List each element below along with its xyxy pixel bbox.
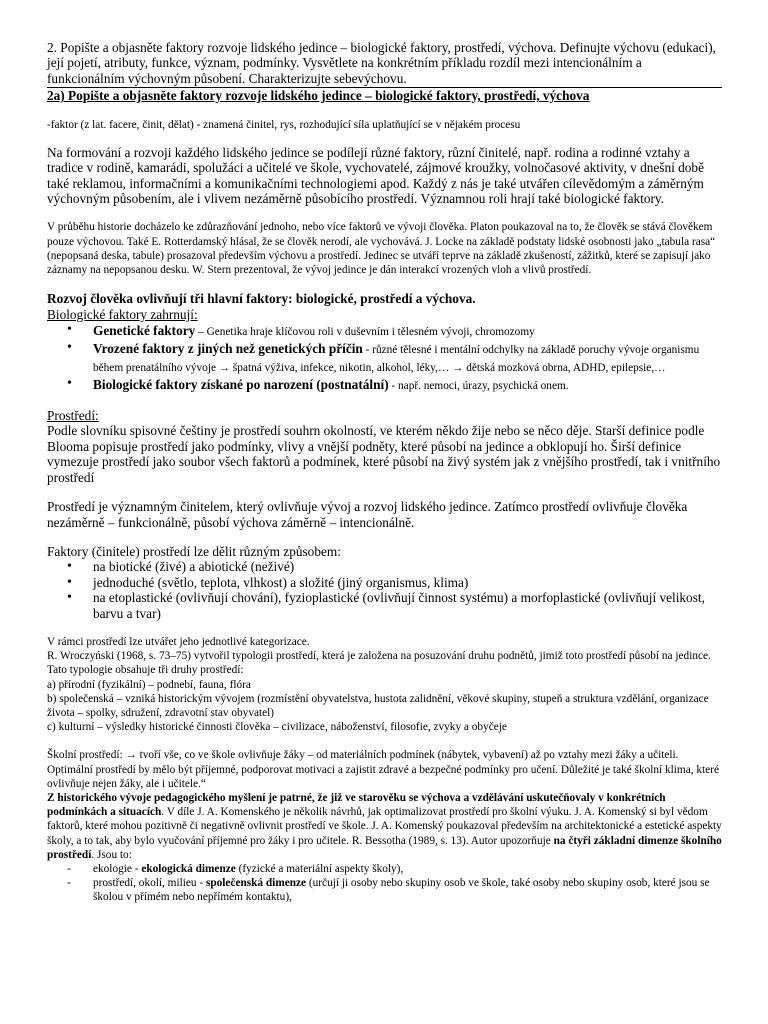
bio-factor-item: [93, 340, 722, 376]
dimenze-item: [93, 862, 722, 876]
skolni-historie: [47, 791, 722, 862]
bio-factor-title: Genetické faktory: [93, 323, 196, 339]
bio-factor-item: [93, 322, 722, 340]
deleni-item: • na biotické (živé) a abiotické (neživé): [93, 559, 722, 574]
skolni-text-1: . V díle J. A. Komenského je několik návrhů, jak optimalizovat prostředí pro školní výuku. J. A. Komenský si byl vědom faktorů, které mohou pozitivně či negativně ovlivnit prostředí ve škole. J. A. Komenský poukazoval především na architektonické a estetické aspekty školy, a to tak, aby bylo vyučování příjemné pro žáky i pro učitele. R. Bessotha (1989, s. 13). Autor upozorňuje: [47, 806, 722, 847]
question-text: 2. Popište a objasněte faktory rozvoje lidského jedince – biologické faktory, prostředí, výchova. Definujte výchovu (edukaci), její pojetí, atributy, funkce, význam, podmínky. Vysvětlete na konkrétním příkladu rozdíl mezi intencionálním a funkcionálním výchovným působení. Charakterizujte sebevýchovu.: [47, 40, 716, 86]
skolni-bold-2: na čtyři základní dimenze školního prostředí: [47, 834, 722, 861]
deleni-item: • jednoduché (světlo, teplota, vlhkost) a složité (jiný organismus, klima): [93, 575, 722, 590]
dimenze-name: společenská dimenze: [205, 877, 307, 890]
bio-factor-desc: - různé tělesné i mentální odchylky na základě poruchy vývoje organismu během prenatálního vývoje → špatná výživa, infekce, nikotin, alkohol, léky,… → dětská mozková obrna, ADHD, epilepsie,…: [93, 344, 700, 375]
dimenze-pre: ekologie -: [93, 863, 142, 875]
bio-factor-item: [93, 376, 722, 394]
bio-heading: Biologické faktory zahrnují:: [47, 306, 198, 322]
dimenze-post: (určují ji osoby nebo skupiny osob ve škole, také osoby nebo skupiny osob, které jsou se školou v přímém nebo nepřímém kontaktu),: [93, 877, 710, 904]
dimenze-name: ekologická dimenze: [141, 863, 236, 875]
dimenze-item: [93, 876, 722, 904]
kategorie-line: c) kulturní – výsledky historické činnosti člověka – civilizace, náboženství, filosofie, zvyky a obyčeje: [47, 721, 507, 734]
dimenze-pre: prostředí, okolí, milieu -: [93, 877, 206, 890]
kategorie-line: b) společenská – vzniká historickým vývojem (rozmístění obyvatelstva, hustota zalidnění, věkové skupiny, stupeň a struktura vzdělání, organizace života – spolky, sdružení, zdravotní stav obyvatel): [47, 692, 709, 719]
kategorie-line: V rámci prostředí lze utvářet jeho jednotlivé kategorizace.: [47, 635, 310, 648]
kategorie-line: R. Wroczyński (1968, s. 73–75) vytvořil typologii prostředí, která je založena na posuzování druhu podnětů, jimiž toto prostředí působí na jedince. Tato typologie obsahuje tři druhy prostředí:: [47, 650, 711, 677]
bio-factor-desc: – Genetika hraje klíčovou roli v duševním i tělesném vývoji, chromozomy: [195, 326, 535, 339]
kategorie-line: a) přírodní (fyzikální) – podnebí, fauna, flóra: [47, 678, 251, 691]
rozvoj-heading: Rozvoj člověka ovlivňují tři hlavní faktory: biologické, prostředí a výchova.: [47, 291, 476, 307]
prostredi-cinitel: Prostředí je významným činitelem, který ovlivňuje vývoj a rozvoj lidského jedince. Zatímco prostředí ovlivňuje člověka nezáměrně – funkcionálně, působí výchova záměrně – intencionálně.: [47, 499, 688, 530]
paragraph-historie: V průběhu historie docházelo ke zdůrazňování jednoho, nebo více faktorů ve vývoji člověka. Platon poukazoval na to, že člověk se stává člověkem pouze výchovou. Také E. Rotterdamský hlásal, že se člověk nerodí, ale vychovává. J. Locke na základě podstaty lidské osobnosti jako „tabula rasa“ (nepopsaná deska, tabule) prosazoval především výchovu a prostředí. Jedinec se utváří teprve na základě zkušeností, zážitků, které se zapisují jako záznamy na nepopsanou desku. W. Stern prezentoval, že vývoj jedince je dán interakcí vrozených vloh a vlivů prostředí.: [47, 221, 716, 277]
skolni-bold-1: Z historického vývoje pedagogického myšlení je patrné, že již ve starověku se výchova a vzdělávání uskutečňovaly v konkrétních podmínkách a situacích: [47, 791, 666, 819]
prostredi-heading: Prostředí:: [47, 408, 99, 424]
faktor-definition: -faktor (z lat. facere, činit, dělat) - znamená činitel, rys, rozhodující síla uplatňující se v nějakém procesu: [47, 118, 521, 131]
bio-factor-title: Vrozené faktory z jiných než genetických příčin: [93, 341, 363, 357]
skolni-prostredi-block: [47, 748, 722, 904]
faktory-deleni-heading: Faktory (činitele) prostředí lze dělit různým způsobem:: [47, 543, 341, 559]
paragraph-formovani: Na formování a rozvoji každého lidského jedince se podílejí různé faktory, různí činitelé, např. rodina a rodinné vztahy a tradice v rodině, kamarádi, spolužáci a učitelé ve škole, vychovatelé, zájmové kroužky, volnočasové aktivity, v dnešní době také reklamou, informačními a komunikačními technologiemi apod. Každý z nás je také utvářen cílevědomým a záměrným výchovným působením, ale i vlivem nezáměrně působícího prostředí. Významnou roli hrají také biologické faktory.: [47, 144, 704, 207]
deleni-list: [47, 559, 722, 621]
dimenze-list: [47, 862, 722, 905]
bio-factor-title: Biologické faktory získané po narození (postnatální): [93, 377, 389, 393]
deleni-item: • na etoplastické (ovlivňují chování), fyzioplastické (ovlivňují činnost systému) a morfoplastické (ovlivňují velikost, barvu a tvar): [93, 590, 722, 621]
bio-factor-desc: - např. nemoci, úrazy, psychická onem.: [388, 380, 569, 393]
skolni-intro: Školní prostředí: → tvoří vše, co ve škole ovlivňuje žáky – od materiálních podmínek (nábytek, vybavení) až po vztahy mezi žáky a učiteli. Optimální prostředí by mělo být příjemné, podporovat motivaci a zajistit zdravé a bezpečné podmínky pro učení. Důležité je také školní klima, které ovlivňuje nejen žáky, ale i učitele.“: [47, 749, 719, 790]
prostredi-definition: Podle slovníku spisovné češtiny je prostředí souhrn okolností, ve kterém někdo žije nebo se něco děje. Starší definice podle Blooma popisuje prostředí jako podmínky, vlivy a vnější podněty, které působí na jedince a obklopují ho. Širší definice vymezuje prostředí jako soubor všech faktorů a podmínek, které působí na živý systém jak z vnějšího prostředí, tak i vnitřního prostředí: [47, 423, 721, 485]
dimenze-post: (fyzické a materiální aspekty školy),: [235, 863, 404, 875]
section-heading-2a: 2a) Popište a objasněte faktory rozvoje lidského jedince – biologické faktory, prostředí, výchova: [47, 88, 590, 104]
kategorizace-block: [47, 635, 722, 734]
skolni-text-2: . Jsou to:: [91, 848, 132, 861]
bio-factors-list: [47, 322, 722, 394]
